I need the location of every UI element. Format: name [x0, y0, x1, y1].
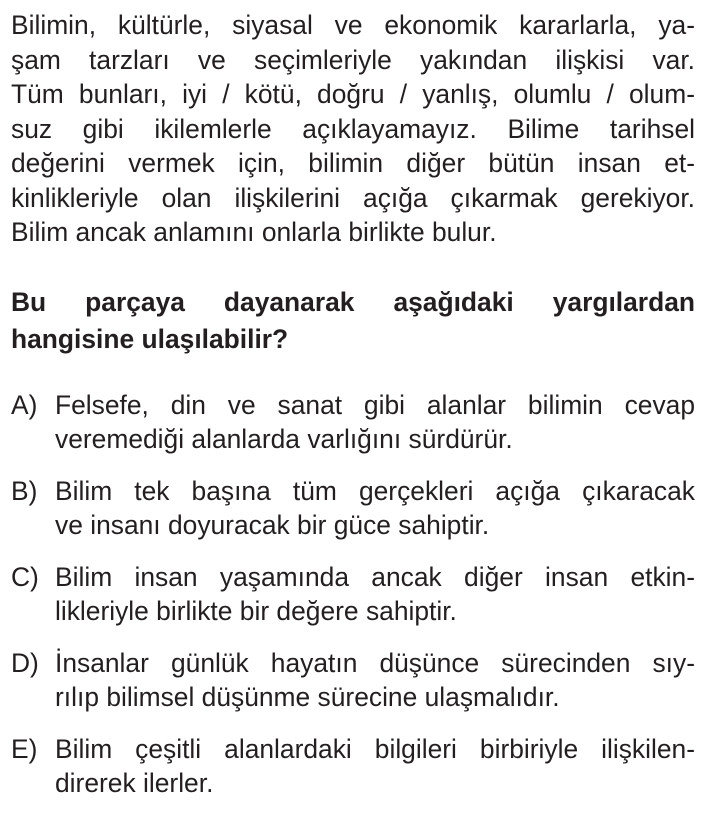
passage-line: değerini vermek için, bilimin diğer bütün insan et- [11, 148, 695, 178]
option-line: likleriyle birlikte bir değere sahiptir. [55, 596, 457, 626]
question-line: Bu parçaya dayanarak aşağıdaki yargılardan [11, 287, 695, 317]
passage-line: Tüm bunları, iyi / kötü, doğru / yanlış, olumlu / olum- [11, 79, 695, 109]
option-e[interactable] [11, 732, 695, 818]
option-text [55, 646, 695, 714]
option-line: Bilim çeşitli alanlardaki bilgileri birbiriyle ilişkilen- [55, 734, 695, 764]
option-letter: C) [11, 562, 39, 592]
option-line: rılıp bilimsel düşünme sürecine ulaşmalıdır. [55, 682, 560, 712]
passage-line: suz gibi ikilemlerle açıklayamayız. Bilime tarihsel [11, 113, 695, 144]
option-line: ve insanı doyuracak bir güce sahiptir. [55, 510, 490, 540]
option-line: Bilim insan yaşamında ancak diğer insan etkin- [55, 562, 695, 592]
option-d[interactable] [11, 646, 695, 732]
option-letter: A) [11, 390, 38, 420]
option-letter: D) [11, 648, 39, 678]
passage-line: Bilim ancak anlamını onlarla birlikte bulur. [11, 217, 497, 247]
option-line: Felsefe, din ve sanat gibi alanlar bilimin cevap [55, 390, 695, 420]
option-line: İnsanlar günlük hayatın düşünce sürecinden sıy- [55, 648, 695, 678]
reading-passage [11, 8, 695, 250]
answer-options [11, 388, 695, 818]
option-a[interactable] [11, 388, 695, 474]
passage-line: kinlikleriyle olan ilişkilerini açığa çıkarmak gerekiyor. [11, 182, 695, 213]
option-b[interactable] [11, 474, 695, 560]
question-stem [11, 284, 695, 357]
option-line: direrek ilerler. [55, 768, 214, 798]
option-line: veremediği alanlarda varlığını sürdürür. [55, 424, 513, 454]
option-letter: B) [11, 476, 38, 506]
option-text [55, 732, 695, 800]
option-c[interactable] [11, 560, 695, 646]
option-letter: E) [11, 734, 38, 764]
passage-line: şam tarzları ve seçimleriyle yakından ilişkisi var. [11, 44, 695, 75]
question-line: hangisine ulaşılabilir? [11, 323, 289, 354]
passage-line: Bilimin, kültürle, siyasal ve ekonomik kararlarla, ya- [11, 10, 695, 40]
option-line: Bilim tek başına tüm gerçekleri açığa çıkaracak [55, 476, 695, 506]
option-text [55, 560, 695, 628]
option-text [55, 388, 695, 456]
option-text [55, 474, 695, 542]
